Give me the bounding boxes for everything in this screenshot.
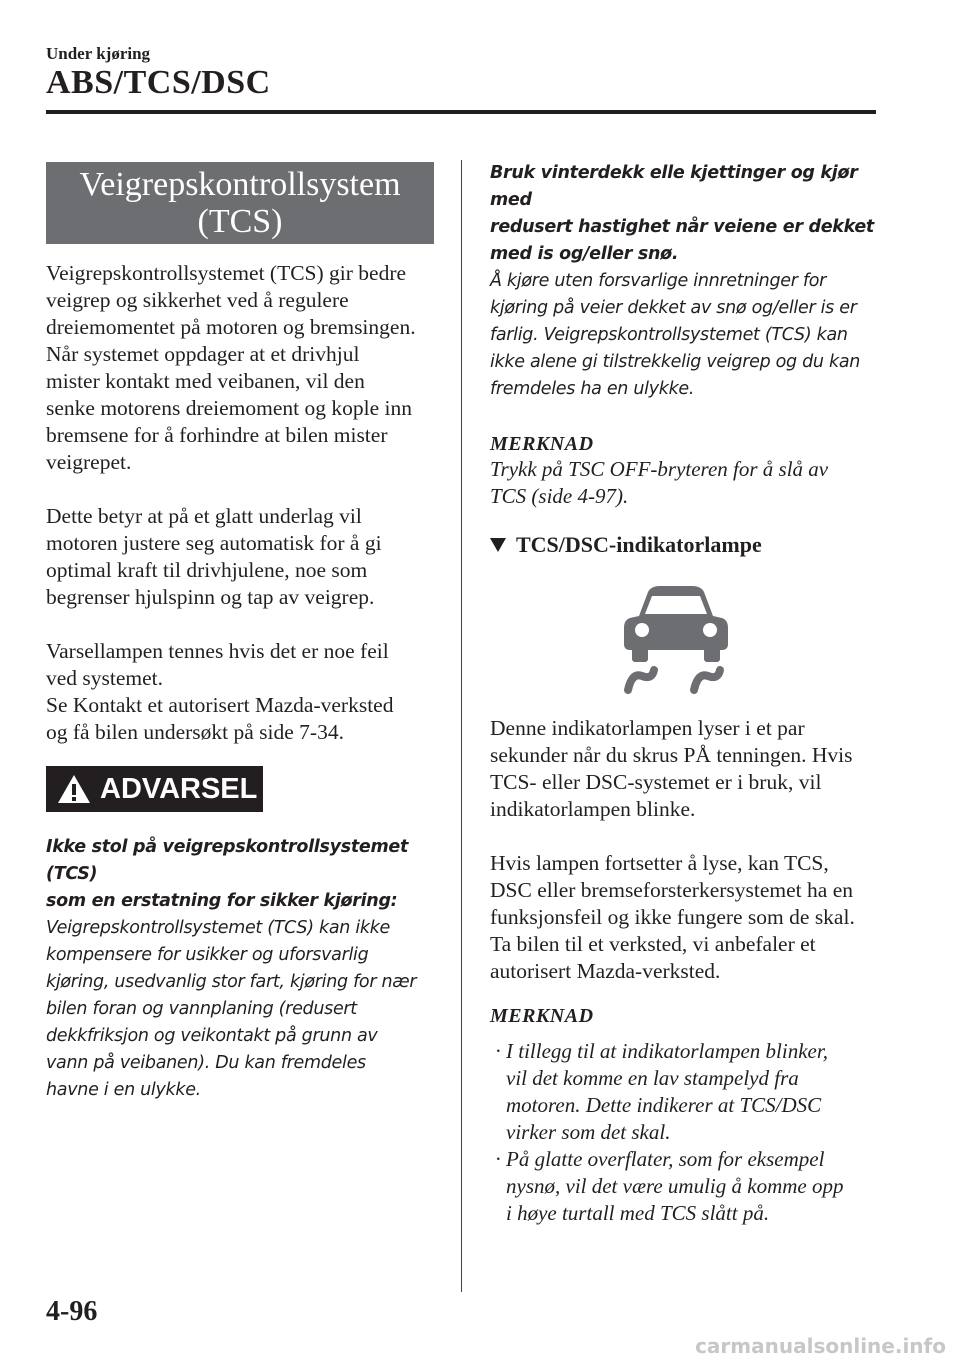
bullet-line: vil det komme en lav stampelyd fra (506, 1066, 799, 1090)
text-line: Hvis lampen fortsetter å lyse, kan TCS, (490, 851, 829, 875)
text-line: autorisert Mazda-verksted. (490, 959, 721, 983)
warning-line: kjøring på veier dekket av snø og/eller is er (490, 298, 857, 318)
warning-heading-line: Bruk vinterdekk elle kjettinger og kjør med (490, 163, 858, 210)
warning-line: fremdeles ha en ulykke. (490, 379, 695, 399)
text-line: senke motorens dreiemoment og kople inn (46, 396, 413, 420)
page-number: 4-96 (46, 1296, 98, 1327)
text-line: Ta bilen til et verksted, vi anbefaler et (490, 932, 816, 956)
left-column (46, 162, 434, 1104)
warning-line: kjøring, usedvanlig stor fart, kjøring for nær (46, 972, 417, 992)
text-line: Når systemet oppdager at et drivhjul (46, 342, 360, 366)
text-line: mister kontakt med veibanen, vil den (46, 369, 365, 393)
right-column (490, 160, 880, 1227)
winter-warning-block (490, 160, 880, 403)
intro-paragraph (46, 260, 434, 476)
text-line: funksjonsfeil og ikke fungere som de skal. (490, 905, 855, 929)
warning-line: kompensere for usikker og uforsvarlig (46, 945, 369, 965)
section-title-line2: (TCS) (197, 203, 283, 240)
note-bullet-list (490, 1038, 880, 1227)
warning-line: farlig. Veigrepskontrollsystemet (TCS) kan (490, 325, 848, 345)
warning-heading-line: Ikke stol på veigrepskontrollsystemet (TCS) (46, 837, 409, 884)
indicator-description-paragraph (490, 715, 880, 823)
warning-heading-line: med is og/eller snø. (490, 244, 679, 264)
header-rule (46, 110, 876, 114)
list-item (490, 1038, 880, 1146)
text-line: veigrep og sikkerhet ved å regulere (46, 288, 349, 312)
warning-triangle-icon (56, 773, 92, 805)
warning-line: ikke alene gi tilstrekkelig veigrep og du kan (490, 352, 861, 372)
bullet-line: I tillegg til at indikatorlampen blinker, (506, 1039, 828, 1063)
slippery-surface-paragraph (46, 503, 434, 611)
warning-heading-line: som en erstatning for sikker kjøring: (46, 891, 398, 911)
indicator-lamp-figure (490, 586, 880, 701)
warning-lamp-paragraph (46, 638, 434, 746)
list-item (490, 1146, 880, 1227)
text-line: DSC eller bremseforsterkersystemet ha en (490, 878, 853, 902)
warning-line: dekkfriksjon og veikontakt på grunn av (46, 1026, 378, 1046)
warning-badge (46, 766, 263, 812)
note-label: MERKNAD (490, 433, 594, 455)
text-line: begrenser hjulspinn og tap av veigrep. (46, 585, 375, 609)
note-label: MERKNAD (490, 1005, 594, 1027)
note-line: Trykk på TSC OFF-bryteren for å slå av (490, 457, 829, 481)
text-line: ved systemet. (46, 666, 164, 690)
warning-line: havne i en ulykke. (46, 1080, 201, 1100)
warning-label: ADVARSEL (100, 772, 258, 805)
warning-line: Veigrepskontrollsystemet (TCS) kan ikke (46, 918, 391, 938)
section-title-box (46, 162, 434, 244)
text-line: sekunder når du skrus PÅ tenningen. Hvis (490, 743, 853, 767)
column-divider (461, 160, 462, 1292)
text-line: Se Kontakt et autorisert Mazda-verksted (46, 693, 394, 717)
text-line: Dette betyr at på et glatt underlag vil (46, 504, 362, 528)
bullet-line: virker som det skal. (506, 1120, 671, 1144)
subsection-title: TCS/DSC-indikatorlampe (516, 532, 762, 557)
text-line: motoren justere seg automatisk for å gi (46, 531, 382, 555)
bullet-dot-icon: · (495, 1147, 501, 1171)
section-title-line1: Veigrepskontrollsystem (79, 166, 401, 203)
malfunction-paragraph (490, 850, 880, 985)
text-line: Veigrepskontrollsystemet (TCS) gir bedre (46, 261, 407, 285)
note-line: TCS (side 4-97). (490, 484, 629, 508)
warning-line: Å kjøre uten forsvarlige innretninger for (490, 271, 827, 291)
text-line: TCS- eller DSC-systemet er i bruk, vil (490, 770, 822, 794)
triangle-down-icon (490, 538, 506, 552)
chapter-label: Under kjøring (46, 44, 151, 63)
text-line: optimal kraft til drivhjulene, noe som (46, 558, 368, 582)
watermark: carmanualsonline.info (695, 1334, 946, 1358)
text-line: og få bilen undersøkt på side 7-34. (46, 720, 344, 744)
bullet-line: i høye turtall med TCS slått på. (506, 1201, 770, 1225)
bullet-dot-icon: · (495, 1039, 501, 1063)
warning-line: vann på veibanen). Du kan fremdeles (46, 1053, 366, 1073)
text-line: Varsellampen tennes hvis det er noe feil (46, 639, 389, 663)
bullet-line: nysnø, vil det være umulig å komme opp (506, 1174, 844, 1198)
text-line: Denne indikatorlampen lyser i et par (490, 716, 805, 740)
text-line: indikatorlampen blinke. (490, 797, 696, 821)
tcs-dsc-skidding-car-icon (618, 586, 734, 696)
warning-line: bilen foran og vannplaning (redusert (46, 999, 357, 1019)
bullet-line: motoren. Dette indikerer at TCS/DSC (506, 1093, 822, 1117)
text-line: dreiemomentet på motoren og bremsingen. (46, 315, 416, 339)
text-line: bremsene for å forhindre at bilen mister (46, 423, 388, 447)
page-section-title: ABS/TCS/DSC (46, 64, 271, 101)
subsection-heading (490, 532, 880, 558)
warning-text-block (46, 834, 434, 1104)
warning-heading-line: redusert hastighet når veiene er dekket (490, 217, 874, 237)
text-line: veigrepet. (46, 450, 132, 474)
bullet-line: På glatte overflater, som for eksempel (506, 1147, 825, 1171)
note-text (490, 456, 880, 510)
